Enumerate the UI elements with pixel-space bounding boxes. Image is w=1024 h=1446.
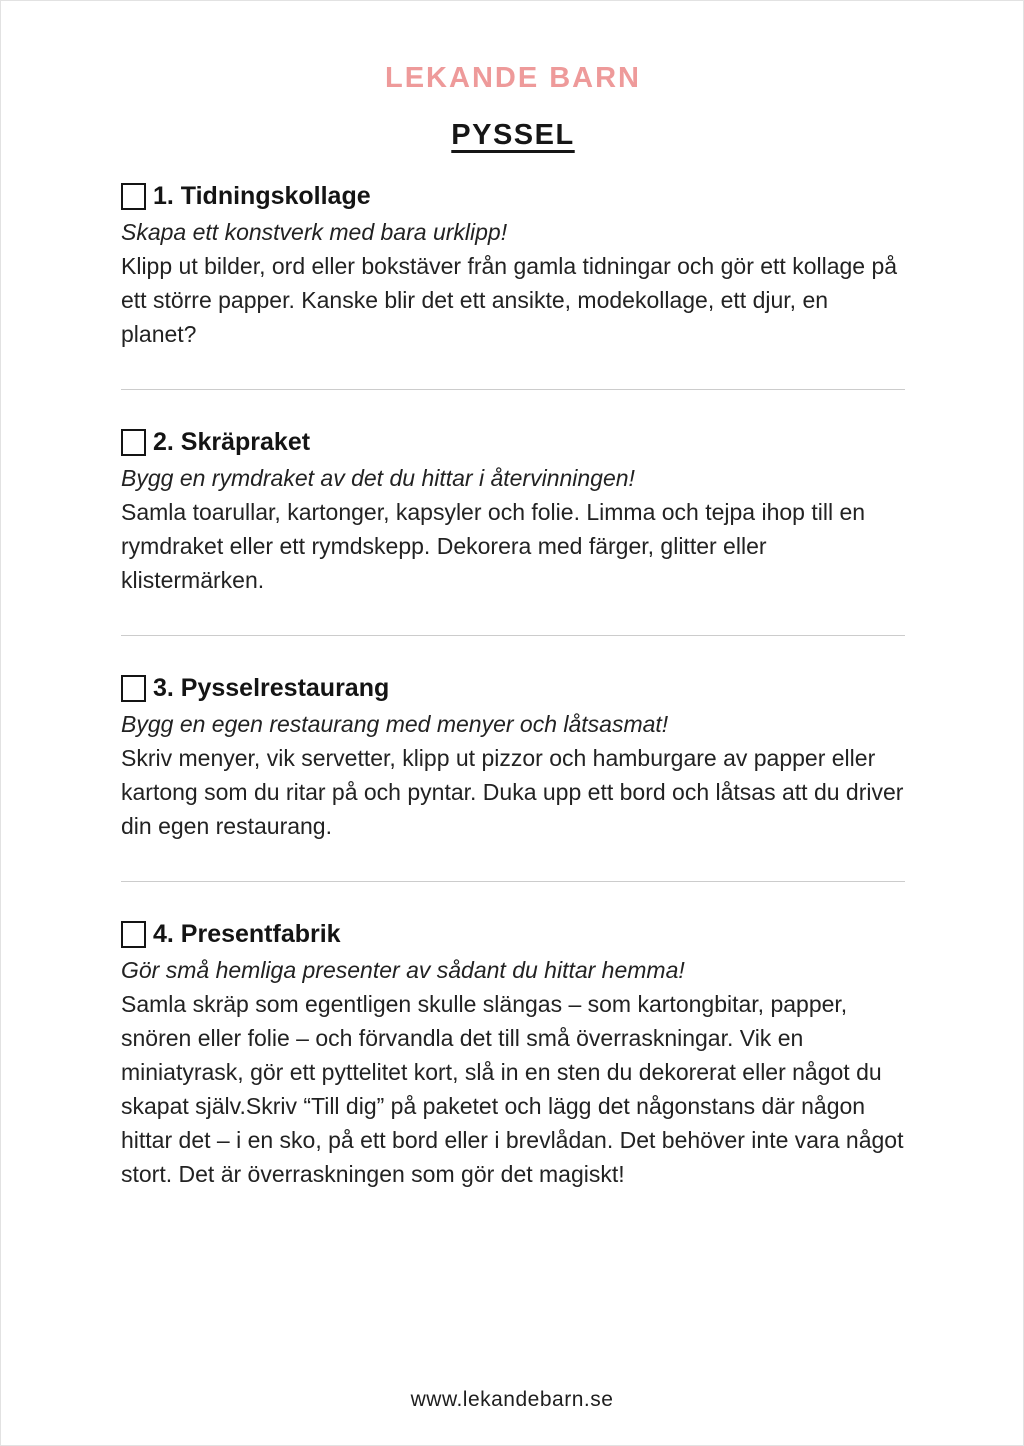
brand-logo: LEKANDE BARN: [385, 62, 641, 94]
section-divider: [121, 635, 905, 636]
section-body: Samla toarullar, kartonger, kapsyler och folie. Limma och tejpa ihop till en rymdraket eller ett rymdskepp. Dekorera med färger, glitter eller klistermärken.: [121, 499, 866, 593]
section-divider: [121, 881, 905, 882]
section-heading: [121, 673, 905, 703]
checkbox-icon[interactable]: [121, 921, 146, 948]
section-heading: [121, 427, 905, 457]
checkbox-icon[interactable]: [121, 429, 146, 456]
section-subtitle: Bygg en egen restaurang med menyer och låtsasmat!: [121, 711, 669, 737]
sections-list: [121, 181, 905, 1191]
section-presentfabrik: [121, 919, 905, 1191]
section-skrapraket: [121, 427, 905, 597]
section-body: Skriv menyer, vik servetter, klipp ut pizzor och hamburgare av papper eller kartong som du ritar på och pyntar. Duka upp ett bord och låtsas att du driver din egen restaurang.: [121, 745, 904, 839]
section-heading-label: 4. Presentfabrik: [153, 920, 341, 948]
section-heading-label: 2. Skräpraket: [153, 428, 311, 456]
checkbox-icon[interactable]: [121, 675, 146, 702]
section-divider: [121, 389, 905, 390]
section-pysselrestaurang: [121, 673, 905, 843]
footer-website-link[interactable]: www.lekandebarn.se: [410, 1388, 614, 1411]
section-subtitle: Gör små hemliga presenter av sådant du hittar hemma!: [121, 957, 685, 983]
section-heading-label: 1. Tidningskollage: [153, 182, 371, 210]
checkbox-icon[interactable]: [121, 183, 146, 210]
section-heading-label: 3. Pysselrestaurang: [153, 674, 390, 702]
section-subtitle: Bygg en rymdraket av det du hittar i återvinningen!: [121, 465, 635, 491]
section-heading: [121, 919, 905, 949]
section-subtitle: Skapa ett konstverk med bara urklipp!: [121, 219, 508, 245]
page-content: [1, 1, 1023, 1191]
section-tidningskollage: [121, 181, 905, 351]
section-body: Samla skräp som egentligen skulle slängas – som kartongbitar, papper, snören eller folie – och förvandla det till små överraskningar. Vik en miniatyrask, gör ett pyttelitet kort, slå in en sten du dekorerat eller något du skapat själv.Skriv “Till dig” på paketet och lägg det någonstans där någon hittar det – i en sko, på ett bord eller i brevlådan. Det behöver inte vara något stort. Det är överraskningen som gör det magiskt!: [121, 991, 904, 1187]
section-body: Klipp ut bilder, ord eller bokstäver från gamla tidningar och gör ett kollage på ett större papper. Kanske blir det ett ansikte, modekollage, ett djur, en planet?: [121, 253, 898, 347]
page-title: PYSSEL: [451, 119, 575, 151]
section-heading: [121, 181, 905, 211]
